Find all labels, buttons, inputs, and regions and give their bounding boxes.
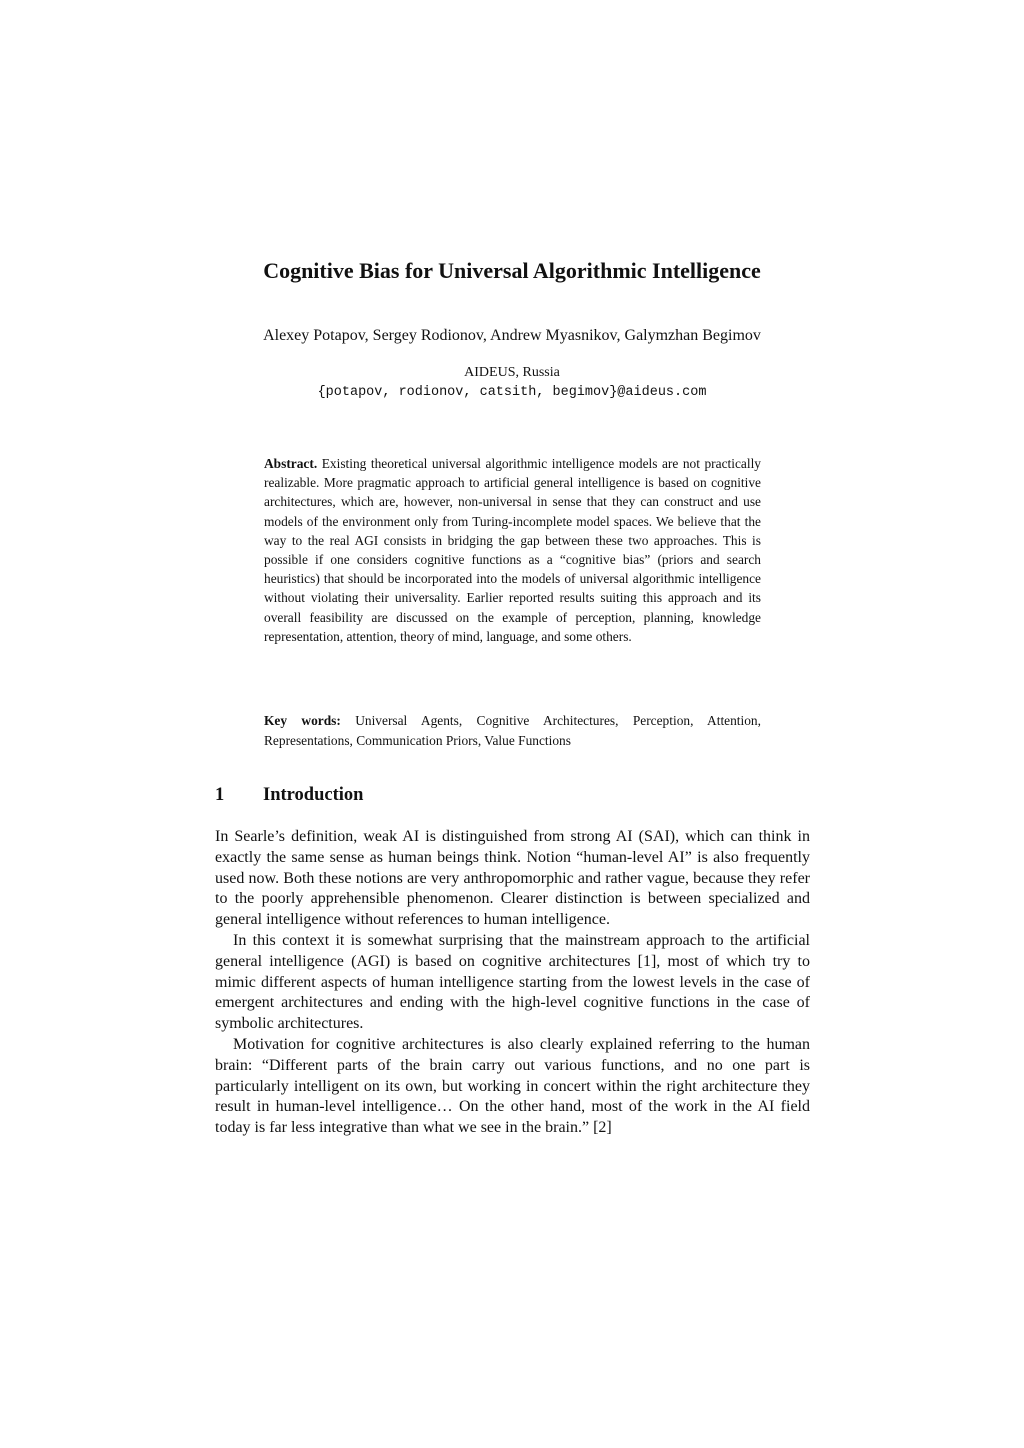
section-number: 1 [215, 785, 225, 805]
abstract-label: Abstract. [264, 456, 318, 471]
abstract [264, 454, 761, 646]
author-list: Alexey Potapov, Sergey Rodionov, Andrew Myasnikov, Galymzhan Begimov [263, 327, 761, 344]
paragraph: Motivation for cognitive architectures is also clearly explained referring to the human brain: “Different parts of the brain carry out various functions, and no one part is particularly intelligent on its own, but working in concert within the right architecture they result in human-level intelligence… On the other hand, most of the work in the AI field today is far less integrative than what we see in the brain.” [2] [215, 1035, 810, 1137]
affiliation: AIDEUS, Russia [464, 365, 560, 380]
introduction-body [215, 827, 810, 1139]
section-title: Introduction [263, 785, 364, 805]
keywords [264, 711, 761, 750]
author-emails: {potapov, rodionov, catsith, begimov}@aideus.com [317, 385, 707, 400]
keywords-text: Universal Agents, Cognitive Architectures, Perception, Attention, Representations, Communication Priors, Value Functions [264, 713, 761, 748]
paragraph: In this context it is somewhat surprising that the mainstream approach to the artificial general intelligence (AGI) is based on cognitive architectures [1], most of which try to mimic different aspects of human intelligence starting from the lowest levels in the case of emergent architectures and ending with the high-level cognitive functions in the case of symbolic architectures. [215, 931, 810, 1033]
section-heading [215, 783, 363, 807]
abstract-text: Existing theoretical universal algorithmic intelligence models are not practically realizable. More pragmatic approach to artificial general intelligence is based on cognitive architectures, which are, however, non-universal in sense that they can construct and use models of the environment only from Turing-incomplete model spaces. We believe that the way to the real AGI consists in bridging the gap between these two approaches. This is possible if one considers cognitive functions as a “cognitive bias” (priors and search heuristics) that should be incorporated into the models of universal algorithmic intelligence without violating their universality. Earlier reported results suiting this approach and its overall feasibility are discussed on the example of perception, planning, knowledge representation, attention, theory of mind, language, and some others. [264, 456, 761, 644]
keywords-label: Key words: [264, 713, 341, 728]
paper-title: Cognitive Bias for Universal Algorithmic Intelligence [263, 258, 761, 283]
paragraph: In Searle’s definition, weak AI is distinguished from strong AI (SAI), which can think in exactly the same sense as human beings think. Notion “human-level AI” is also frequently used now. Both these notions are very anthropomorphic and rather vague, because they refer to the poorly apprehensible phenomenon. Clearer distinction is between specialized and general intelligence without references to human intelligence. [215, 828, 810, 929]
